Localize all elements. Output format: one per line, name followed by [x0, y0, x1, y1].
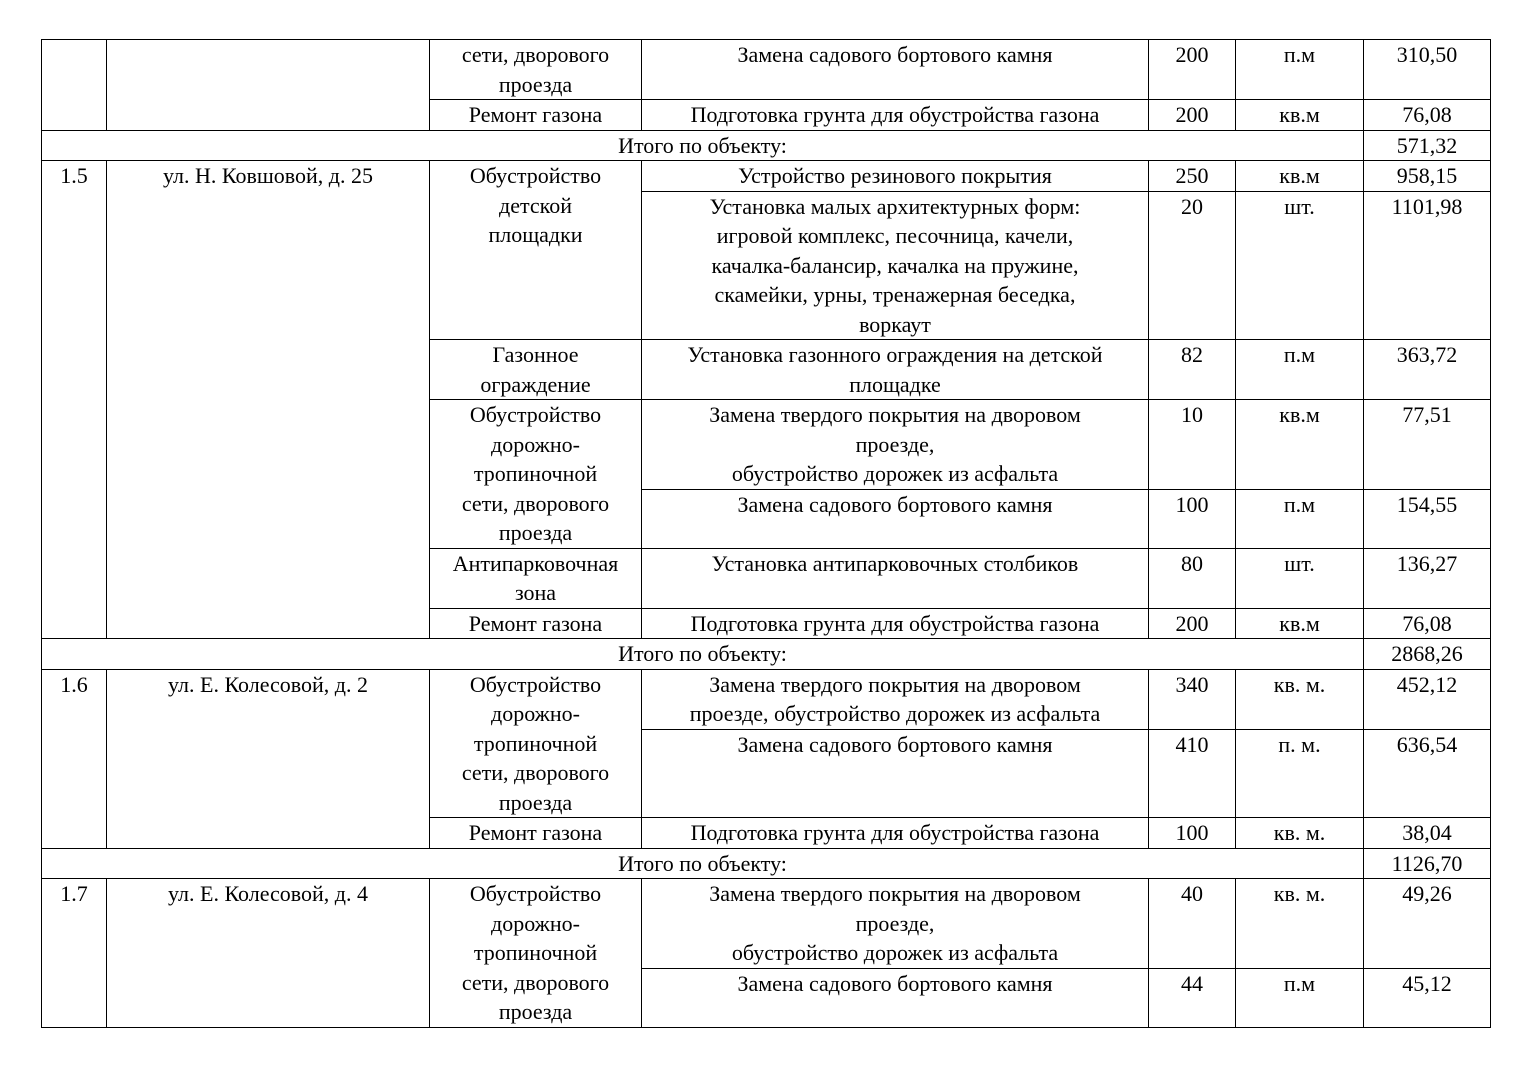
quantity-cell: 100 — [1149, 818, 1236, 849]
subtotal-row — [42, 130, 1491, 161]
cost-cell: 154,55 — [1364, 490, 1491, 548]
work-category-cell: Обустройство дорожно- тропиночной сети, дворового проезда — [430, 400, 642, 549]
works-table — [41, 39, 1491, 1028]
subtotal-row — [42, 848, 1491, 879]
cost-cell: 45,12 — [1364, 969, 1491, 1027]
subtotal-row — [42, 639, 1491, 670]
unit-cell: кв.м — [1236, 100, 1364, 131]
quantity-cell: 10 — [1149, 400, 1236, 490]
work-description-cell: Подготовка грунта для обустройства газона — [642, 818, 1149, 849]
table-row — [42, 669, 1491, 729]
work-category-cell: Обустройство дорожно- тропиночной сети, дворового проезда — [430, 669, 642, 818]
subtotal-cost: 571,32 — [1364, 130, 1491, 161]
item-number-cell — [42, 40, 107, 131]
quantity-cell: 200 — [1149, 40, 1236, 100]
item-number-cell: 1.5 — [42, 161, 107, 639]
work-description-cell: Установка малых архитектурных форм: игровой комплекс, песочница, качели, качалка-балансир, качалка на пружине, скамейки, урны, тренажерная беседка, воркаут — [642, 191, 1149, 340]
quantity-cell: 40 — [1149, 879, 1236, 969]
address-cell: ул. Е. Колесовой, д. 2 — [107, 669, 430, 848]
work-category-cell: Ремонт газона — [430, 100, 642, 131]
quantity-cell: 410 — [1149, 729, 1236, 817]
quantity-cell: 100 — [1149, 490, 1236, 548]
cost-cell: 76,08 — [1364, 608, 1491, 639]
work-description-cell: Установка антипарковочных столбиков — [642, 548, 1149, 608]
work-description-cell: Устройство резинового покрытия — [642, 161, 1149, 192]
work-description-cell: Замена садового бортового камня — [642, 490, 1149, 548]
cost-cell: 76,08 — [1364, 100, 1491, 131]
cost-cell: 363,72 — [1364, 340, 1491, 400]
unit-cell: шт. — [1236, 191, 1364, 340]
cost-cell: 77,51 — [1364, 400, 1491, 490]
work-description-cell: Замена твердого покрытия на дворовом проезде, обустройство дорожек из асфальта — [642, 400, 1149, 490]
quantity-cell: 200 — [1149, 608, 1236, 639]
subtotal-cost: 2868,26 — [1364, 639, 1491, 670]
work-description-cell: Замена твердого покрытия на дворовом проезде, обустройство дорожек из асфальта — [642, 879, 1149, 969]
subtotal-label: Итого по объекту: — [42, 639, 1364, 670]
unit-cell: шт. — [1236, 548, 1364, 608]
address-cell: ул. Н. Ковшовой, д. 25 — [107, 161, 430, 639]
cost-cell: 636,54 — [1364, 729, 1491, 817]
item-number-cell: 1.7 — [42, 879, 107, 1028]
unit-cell: п.м — [1236, 40, 1364, 100]
work-category-cell: Ремонт газона — [430, 608, 642, 639]
subtotal-label: Итого по объекту: — [42, 130, 1364, 161]
work-description-cell: Установка газонного ограждения на детской площадке — [642, 340, 1149, 400]
address-cell: ул. Е. Колесовой, д. 4 — [107, 879, 430, 1028]
quantity-cell: 80 — [1149, 548, 1236, 608]
address-cell — [107, 40, 430, 131]
work-description-cell: Замена твердого покрытия на дворовом проезде, обустройство дорожек из асфальта — [642, 669, 1149, 729]
unit-cell: п.м — [1236, 490, 1364, 548]
unit-cell: кв.м — [1236, 400, 1364, 490]
unit-cell: кв.м — [1236, 608, 1364, 639]
item-number-cell: 1.6 — [42, 669, 107, 848]
quantity-cell: 200 — [1149, 100, 1236, 131]
unit-cell: п.м — [1236, 969, 1364, 1027]
quantity-cell: 20 — [1149, 191, 1236, 340]
cost-cell: 452,12 — [1364, 669, 1491, 729]
subtotal-cost: 1126,70 — [1364, 848, 1491, 879]
cost-cell: 38,04 — [1364, 818, 1491, 849]
quantity-cell: 82 — [1149, 340, 1236, 400]
table-row — [42, 161, 1491, 192]
work-description-cell: Замена садового бортового камня — [642, 969, 1149, 1027]
table-row — [42, 40, 1491, 100]
cost-cell: 1101,98 — [1364, 191, 1491, 340]
unit-cell: кв. м. — [1236, 669, 1364, 729]
table-row — [42, 879, 1491, 969]
work-category-cell: Газонное ограждение — [430, 340, 642, 400]
unit-cell: п. м. — [1236, 729, 1364, 817]
work-description-cell: Подготовка грунта для обустройства газона — [642, 100, 1149, 131]
unit-cell: кв.м — [1236, 161, 1364, 192]
quantity-cell: 44 — [1149, 969, 1236, 1027]
work-category-cell: сети, дворового проезда — [430, 40, 642, 100]
work-category-cell: Антипарковочная зона — [430, 548, 642, 608]
cost-cell: 958,15 — [1364, 161, 1491, 192]
work-description-cell: Замена садового бортового камня — [642, 40, 1149, 100]
unit-cell: кв. м. — [1236, 818, 1364, 849]
work-description-cell: Замена садового бортового камня — [642, 729, 1149, 817]
work-category-cell: Ремонт газона — [430, 818, 642, 849]
cost-cell: 49,26 — [1364, 879, 1491, 969]
cost-cell: 136,27 — [1364, 548, 1491, 608]
cost-cell: 310,50 — [1364, 40, 1491, 100]
quantity-cell: 250 — [1149, 161, 1236, 192]
work-description-cell: Подготовка грунта для обустройства газона — [642, 608, 1149, 639]
subtotal-label: Итого по объекту: — [42, 848, 1364, 879]
work-category-cell: Обустройство детской площадки — [430, 161, 642, 340]
quantity-cell: 340 — [1149, 669, 1236, 729]
work-category-cell: Обустройство дорожно- тропиночной сети, дворового проезда — [430, 879, 642, 1028]
unit-cell: кв. м. — [1236, 879, 1364, 969]
unit-cell: п.м — [1236, 340, 1364, 400]
